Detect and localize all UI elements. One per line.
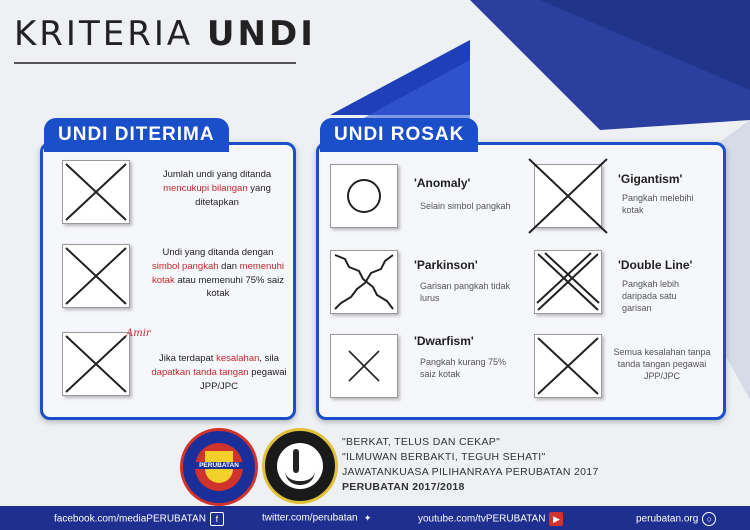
- accepted-desc-3: [150, 352, 288, 393]
- website-link[interactable]: perubatan.org ○: [636, 512, 716, 526]
- twitter-link[interactable]: twitter.com/perubatan ✦: [262, 512, 374, 524]
- page-title: KRITERIA UNDI: [14, 14, 316, 54]
- gigantism-label: 'Gigantism': [618, 172, 683, 186]
- parkinson-desc: Garisan pangkah tidak lurus: [420, 281, 511, 304]
- title-underline: [14, 62, 296, 64]
- desc-text: dan: [218, 260, 240, 272]
- youtube-icon: ▶: [549, 512, 563, 526]
- highlight-text: mencukupi bilangan: [163, 182, 248, 194]
- rejected-title: UNDI ROSAK: [320, 118, 478, 152]
- desc-text: , sila: [259, 353, 279, 364]
- accepted-box-3: [62, 332, 130, 396]
- dwarfism-label: 'Dwarfism': [414, 334, 474, 348]
- desc-text: yang ditetapkan: [195, 182, 271, 208]
- anomaly-label: 'Anomaly': [414, 176, 471, 190]
- accepted-title: UNDI DITERIMA: [44, 118, 229, 152]
- desc-text: Jika terdapat: [159, 353, 217, 364]
- motto-line-1: "BERKAT, TELUS DAN CEKAP": [342, 436, 501, 448]
- no-signature-desc: Semua kesalahan tanpa tanda tangan pegawai JPP/JPC: [613, 347, 711, 382]
- desc-text: Undi yang ditanda dengan: [162, 247, 274, 258]
- globe-icon: ○: [702, 512, 716, 526]
- parkinson-label: 'Parkinson': [414, 258, 478, 272]
- double-line-box: [534, 250, 602, 314]
- motto-line-4: PERUBATAN 2017/2018: [342, 481, 465, 493]
- dwarfism-desc: Pangkah kurang 75% saiz kotak: [420, 357, 507, 380]
- motto-line-3: JAWATANKUASA PILIHANRAYA PERUBATAN 2017: [342, 466, 599, 478]
- perubatan-logo: PERUBATAN: [180, 428, 258, 506]
- footer-bar: [0, 506, 750, 530]
- desc-text: atau memenuhi 75% saiz kotak: [174, 274, 285, 300]
- twitter-icon: ✦: [363, 513, 372, 523]
- facebook-icon: f: [210, 512, 224, 526]
- highlight-text: kesalahan: [216, 353, 260, 364]
- parkinson-box: [330, 250, 398, 314]
- dwarfism-box: [330, 334, 398, 398]
- accepted-box-2: [62, 244, 130, 308]
- motto-line-2: "ILMUWAN BERBAKTI, TEGUH SEHATI": [342, 451, 546, 463]
- gigantism-box: [534, 164, 602, 228]
- election-committee-logo: [262, 428, 338, 504]
- double-line-desc: Pangkah lebih daripada satu garisan: [622, 279, 680, 314]
- accepted-desc-1: [158, 168, 276, 209]
- facebook-link[interactable]: facebook.com/mediaPERUBATAN f: [54, 512, 224, 526]
- desc-text: Jumlah undi yang ditanda: [162, 169, 272, 180]
- highlight-text: memenuhi kotak: [151, 260, 285, 286]
- accepted-desc-2: [148, 246, 288, 301]
- signature: Amir: [126, 328, 151, 339]
- highlight-text: dapatkan tanda tangan: [151, 366, 249, 378]
- desc-text: pegawai JPP/JPC: [199, 366, 287, 392]
- anomaly-desc: Selain simbol pangkah: [420, 201, 511, 211]
- highlight-text: simbol pangkah: [151, 260, 219, 272]
- accepted-box-1: [62, 160, 130, 224]
- no-signature-box: [534, 334, 602, 398]
- gigantism-desc: Pangkah melebihi kotak: [622, 193, 694, 216]
- anomaly-box: [330, 164, 398, 228]
- double-line-label: 'Double Line': [618, 258, 693, 272]
- youtube-link[interactable]: youtube.com/tvPERUBATAN ▶: [418, 512, 563, 526]
